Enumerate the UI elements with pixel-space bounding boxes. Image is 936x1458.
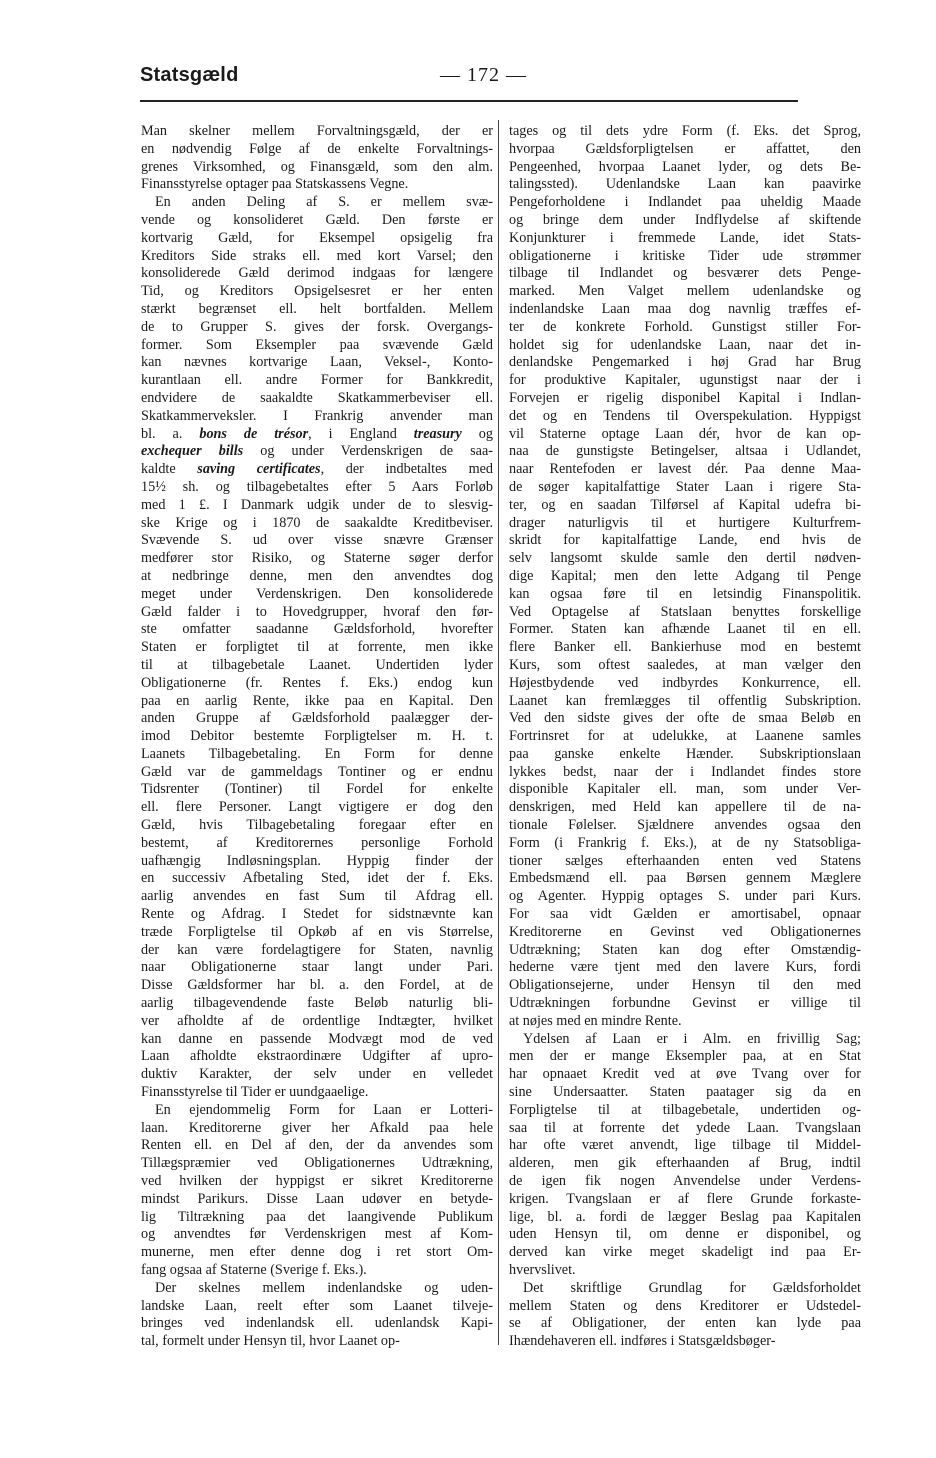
section-title: Statsgæld: [140, 64, 239, 86]
text-line: Man skelner mellem Forvaltningsgæld, der er: [141, 123, 493, 139]
text-line: Ydelsen af Laan er i Alm. en frivillig Sag;: [523, 1030, 861, 1047]
text-line: Staten er forpligtet til at forrente, men ikke: [141, 639, 493, 656]
text-line: at nøjes med en mindre Rente.: [509, 1012, 682, 1029]
text-line: anden Gruppe af Gældsforhold paalægger der-: [141, 710, 493, 727]
text-line: Tid, og Kreditors Opsigelsesret er her enten: [141, 283, 493, 300]
text-line: se af Obligationer, der enten kan lyde paa: [509, 1315, 861, 1332]
text-line: har ofte været anvendt, lige tilbage til Middel-: [509, 1137, 861, 1154]
text-line: Embedsmænd ell. paa Børsen gennem Mæglere: [509, 870, 861, 887]
text-line: Pengeenhed, hvorpaa Laanet lyder, og dets Be-: [509, 158, 861, 175]
text-line: naar Obligationerne staar langt under Pari.: [141, 959, 493, 976]
paragraph: [141, 194, 493, 1102]
text-line: med 1 £. I Danmark udgik under de to slesvig-: [141, 496, 493, 513]
text-line: Ihændehaveren ell. indføres i Statsgældsbøger-: [509, 1333, 776, 1350]
text-line: flere Banker ell. Bankierhuse mod en bestemt: [509, 639, 861, 656]
text-line: det og en Tendens til Overspekulation. Hyppigst: [509, 407, 861, 424]
text-line: Ved Optagelse af Statslaan benyttes forskellige: [509, 603, 861, 620]
text-line: paa ganske enkelte Hænder. Subskriptionslaan: [509, 745, 861, 762]
text-line: Finansstyrelse optager paa Statskassens Vegne.: [141, 176, 409, 193]
text-line: aarlig tilbagevendende faste Beløb naturlig bli-: [141, 995, 493, 1012]
text-line: ste omfatter saadanne Gældsforhold, hvorefter: [141, 621, 493, 638]
text-line: kortvarig Gæld, for Eksempel opsigelig fra: [141, 229, 493, 246]
text-line: de søger kapitalfattige Stater Laan i rigere Sta-: [509, 478, 861, 495]
text-line: der kan være fordelagtigere for Staten, navnlig: [141, 941, 493, 958]
text-line: hvorpaa Gældsforpligtelsen er affattet, den: [509, 140, 861, 157]
text-line: Højestbydende ved indbyrdes Konkurrence, ell.: [509, 674, 861, 691]
text-line: hederne være tjent med den lavere Kurs, fordi: [509, 959, 861, 976]
text-line: disponible Kapitaler ell. man, som under Ver-: [509, 781, 861, 798]
text-line: de igen fik nogen Anvendelse under Verdens-: [509, 1173, 861, 1190]
text-line: Det skriftlige Grundlag for Gældsforholdet: [523, 1279, 861, 1296]
paragraph: [141, 1102, 493, 1280]
text-line: Forvejen er rigelig disponibel Kapital i Indlan-: [509, 389, 861, 406]
paragraph: [509, 1280, 861, 1351]
text-line: ell. flere Personer. Langt vigtigere er dog den: [141, 799, 493, 816]
text-line: og bringe dem under Indflydelse af skiftende: [509, 211, 861, 228]
text-line: at nedbringe denne, men den anvendtes dog: [141, 567, 493, 584]
text-line: Former. Staten kan afhænde Laanet til en ell.: [509, 621, 861, 638]
text-line: skridt for kapitalfattige Lande, end hvis de: [509, 532, 861, 549]
text-line: Skatkammerveksler. I Frankrig anvender man: [141, 407, 493, 424]
header-rule: [140, 100, 798, 102]
text-line: Konjunkturer i fremmede Lande, idet Stats-: [509, 229, 861, 246]
text-line: Obligationerne (fr. Rentes f. Eks.) endog kun: [141, 674, 493, 691]
text-line: lig Tiltrækning paa det laangivende Publikum: [141, 1208, 493, 1225]
text-line: derved kan virke meget skadeligt ind paa Er-: [509, 1244, 861, 1261]
text-line: stærkt begrænset ell. helt bortfalden. Mellem: [141, 300, 493, 317]
text-line: Laan afholdte ekstraordinære Udgifter af upro-: [141, 1048, 493, 1065]
text-line: tal, formelt under Hensyn til, hvor Laanet op-: [141, 1333, 400, 1350]
text-line: kaldte saving certificates, der indbetaltes med: [141, 461, 493, 478]
text-line: Svævende S. ud over visse snævre Grænser: [141, 532, 493, 549]
text-line: marked. Men Valget mellem udenlandske og: [509, 283, 861, 300]
text-line: en successiv Afbetaling Sted, idet der f. Eks.: [141, 870, 493, 887]
text-line: denlandske Pengemarked i høj Grad har Brug: [509, 354, 861, 371]
text-line: Form (i Frankrig f. Eks.), at de ny Statsobliga-: [509, 834, 861, 851]
text-line: Kreditors Side straks ell. med kort Varsel; den: [141, 247, 493, 264]
text-line: lige, bl. a. fordi de lægger Beslag paa Kapitalen: [509, 1208, 861, 1225]
text-line: Udtrækningen forbundne Gevinst er villige til: [509, 995, 861, 1012]
paragraph: [509, 1031, 861, 1280]
text-line: En ejendommelig Form for Laan er Lotteri-: [155, 1101, 493, 1118]
text-line: tionale Følelser. Sjældnere anvendes ogsaa den: [509, 817, 861, 834]
text-line: uafhængig Indløsningsplan. Hyppig finder der: [141, 852, 493, 869]
text-line: Laanet kan fremlægges til offentlig Subskription.: [509, 692, 861, 709]
page-number: — 172 —: [440, 64, 527, 86]
text-line: Disse Gældsformer har bl. a. den Fordel, at de: [141, 977, 493, 994]
text-line: hvervslivet.: [509, 1262, 576, 1278]
text-line: mellem Staten og dens Kreditorer er Udstedel-: [509, 1297, 861, 1314]
text-line: træde Forpligtelse til Opkøb af en vis Størrelse,: [141, 923, 493, 940]
text-line: Der skelnes mellem indenlandske og uden-: [155, 1279, 493, 1296]
text-line: Obligationsejerne, under Hensyn til den med: [509, 977, 861, 994]
text-line: ske Krige og i 1870 de saakaldte Kreditbeviser.: [141, 514, 493, 531]
text-line: sine Undersaatter. Staten paatager sig da en: [509, 1084, 861, 1101]
text-line: konsoliderede Gæld derimod indgaas for længere: [141, 265, 493, 282]
text-line: men der er mange Eksempler paa, at en Stat: [509, 1048, 861, 1065]
text-line: Tidsrenter (Tontiner) til Fordel for enkelte: [141, 781, 493, 798]
text-line: ter, og en saadan Tilførsel af Kapital udefra bi-: [509, 496, 861, 513]
running-head: [140, 64, 798, 98]
text-line: Gæld, hvis Tilbagebetaling foregaar efter en: [141, 817, 493, 834]
text-line: medfører stor Risiko, og Staterne søger derfor: [141, 550, 493, 567]
text-line: meget under Verdenskrigen. Den konsoliderede: [141, 585, 493, 602]
text-line: Finansstyrelse til Tider er uundgaaelige.: [141, 1084, 369, 1101]
text-line: exchequer bills og under Verdenskrigen de saa-: [141, 443, 493, 460]
text-line: laan. Kreditorerne giver her Afkald paa hele: [141, 1119, 493, 1136]
text-line: til at tilbagebetale Laanet. Undertiden lyder: [141, 656, 493, 673]
text-line: paa en aarlig Rente, ikke paa en Kapital. Den: [141, 692, 493, 709]
text-line: uden Hensyn til, om denne er disponibel, og: [509, 1226, 861, 1243]
text-line: tages og til dets ydre Form (f. Eks. det Sprog,: [509, 123, 861, 139]
text-line: former. Som Eksempler paa svævende Gæld: [141, 336, 493, 353]
text-line: kan nævnes kortvarige Laan, Veksel-, Konto-: [141, 354, 493, 371]
text-line: Rente og Afdrag. I Stedet for sidstnævnte kan: [141, 906, 493, 923]
text-line: indenlandske Laan maa dog navnlig træffes ef-: [509, 300, 861, 317]
text-line: en nødvendig Følge af de enkelte Forvaltnings-: [141, 140, 493, 157]
text-line: de to Grupper S. gives der forsk. Overgangs-: [141, 318, 493, 335]
text-line: aarlig anvendes en fast Sum til Afdrag ell.: [141, 888, 493, 905]
text-line: drager naturligvis til et hurtigere Kulturfrem-: [509, 514, 861, 531]
text-line: 15½ sh. og tilbagebetaltes efter 5 Aars Forløb: [141, 478, 493, 495]
paragraph: [141, 1280, 493, 1351]
text-line: bringes ved indenlandsk ell. udenlandsk Kapi-: [141, 1315, 493, 1332]
text-line: Pengeforholdene i Indlandet paa uheldig Maade: [509, 194, 861, 211]
text-line: For saa vidt Gælden er amortisabel, opnaar: [509, 906, 861, 923]
text-line: og anvendtes før Verdenskrigen mest af Kom-: [141, 1226, 493, 1243]
text-line: holdet sig for udenlandske Laan, naar det in-: [509, 336, 861, 353]
text-line: har opnaaet Kredit ved at øve Tvang over for: [509, 1066, 861, 1083]
text-line: tioner sælges efterhaanden enten ved Statens: [509, 852, 861, 869]
text-line: og Agenter. Hyppig optages S. under pari Kurs.: [509, 888, 861, 905]
text-line: mindst Parikurs. Disse Laan udøver en betyde-: [141, 1190, 493, 1207]
right-column: [509, 123, 861, 1351]
text-line: Ved den sidste gives der ofte de smaa Beløb en: [509, 710, 861, 727]
text-line: krigen. Tvangslaan er af flere Grunde forkaste-: [509, 1190, 861, 1207]
text-line: obligationerne i kritiske Tider ude strømmer: [509, 247, 861, 264]
text-line: talingssted). Udenlandske Laan kan paavirke: [509, 176, 861, 193]
text-line: selv langsomt skulde samle den dertil nødven-: [509, 550, 861, 567]
text-line: vil Staterne optage Laan dér, hvor de kan op-: [509, 425, 861, 442]
text-line: duktiv Karakter, der selv under en velledet: [141, 1066, 493, 1083]
text-line: munerne, men efter denne dog i ret stort Om-: [141, 1244, 493, 1261]
text-line: bestemt, af Kreditorernes personlige Forhold: [141, 834, 493, 851]
text-line: kan ogsaa føre til en letsindig Finanspolitik.: [509, 585, 861, 602]
text-line: imod Debitor bestemte Forpligtelser m. H. t.: [141, 728, 493, 745]
text-line: naa de gunstigste Betingelser, altsaa i Udlandet,: [509, 443, 861, 460]
text-line: lykkes bedst, naar der i Indlandet findes store: [509, 763, 861, 780]
text-line: grenes Virksomhed, og Finansgæld, som den alm.: [141, 158, 493, 175]
text-line: ver afholdte af de ordentlige Indtægter, hvilket: [141, 1012, 493, 1029]
text-line: denskrigen, med Held kan appellere til de na-: [509, 799, 861, 816]
text-line: fang ogsaa af Staterne (Sverige f. Eks.).: [141, 1262, 367, 1278]
text-line: kurantlaan ell. andre Former for Bankkredit,: [141, 372, 493, 389]
text-line: Forpligtelse til at tilbagebetale, undertiden og-: [509, 1101, 861, 1118]
paragraph: [141, 123, 493, 194]
text-line: vende og konsolideret Gæld. Den første er: [141, 211, 493, 228]
text-line: endvidere de saakaldte Skatkammerbeviser ell.: [141, 389, 493, 406]
paragraph: [509, 123, 861, 1031]
text-line: dige Kapital; men den lette Adgang til Penge: [509, 567, 861, 584]
text-line: Renten ell. en Del af den, der da anvendes som: [141, 1137, 493, 1154]
text-line: Fortrinsret for at udelukke, at Laanene samles: [509, 728, 861, 745]
text-line: Laanets Tilbagebetaling. En Form for denne: [141, 745, 493, 762]
text-line: Gæld var de gammeldags Tontiner og er endnu: [141, 763, 493, 780]
text-line: kan danne en passende Modvægt mod de ved: [141, 1030, 493, 1047]
text-line: Udtrækning; Staten kan dog efter Omstændig-: [509, 941, 861, 958]
text-line: landske Laan, reelt efter som Laanet tilveje-: [141, 1297, 493, 1314]
text-line: saa til at forrente det ydede Laan. Tvangslaan: [509, 1119, 861, 1136]
text-line: Tillægspræmier ved Obligationernes Udtrækning,: [141, 1155, 493, 1172]
text-line: naar Rentefoden er lavest dér. Paa denne Maa-: [509, 461, 861, 478]
text-line: Gæld falder i to Hovedgrupper, hvoraf den før-: [141, 603, 493, 620]
text-line: alderen, men gik efterhaanden af Brug, indtil: [509, 1155, 861, 1172]
text-line: tilbage til Indlandet og besværer dets Penge-: [509, 265, 861, 282]
column-divider: [498, 120, 499, 1345]
text-line: for produktive Kapitaler, ugunstigst naar der i: [509, 372, 861, 389]
left-column: [141, 123, 493, 1351]
text-line: Kreditorerne en Gevinst ved Obligationernes: [509, 923, 861, 940]
text-line: Kurs, som oftest saaledes, at man vælger den: [509, 656, 861, 673]
text-line: En anden Deling af S. er mellem svæ-: [155, 194, 493, 211]
text-line: bl. a. bons de trésor, i England treasury og: [141, 425, 493, 442]
text-line: ved hvilken der hyppigst er sikret Kreditorerne: [141, 1173, 493, 1190]
text-line: ter de konkrete Forhold. Gunstigst stiller For-: [509, 318, 861, 335]
